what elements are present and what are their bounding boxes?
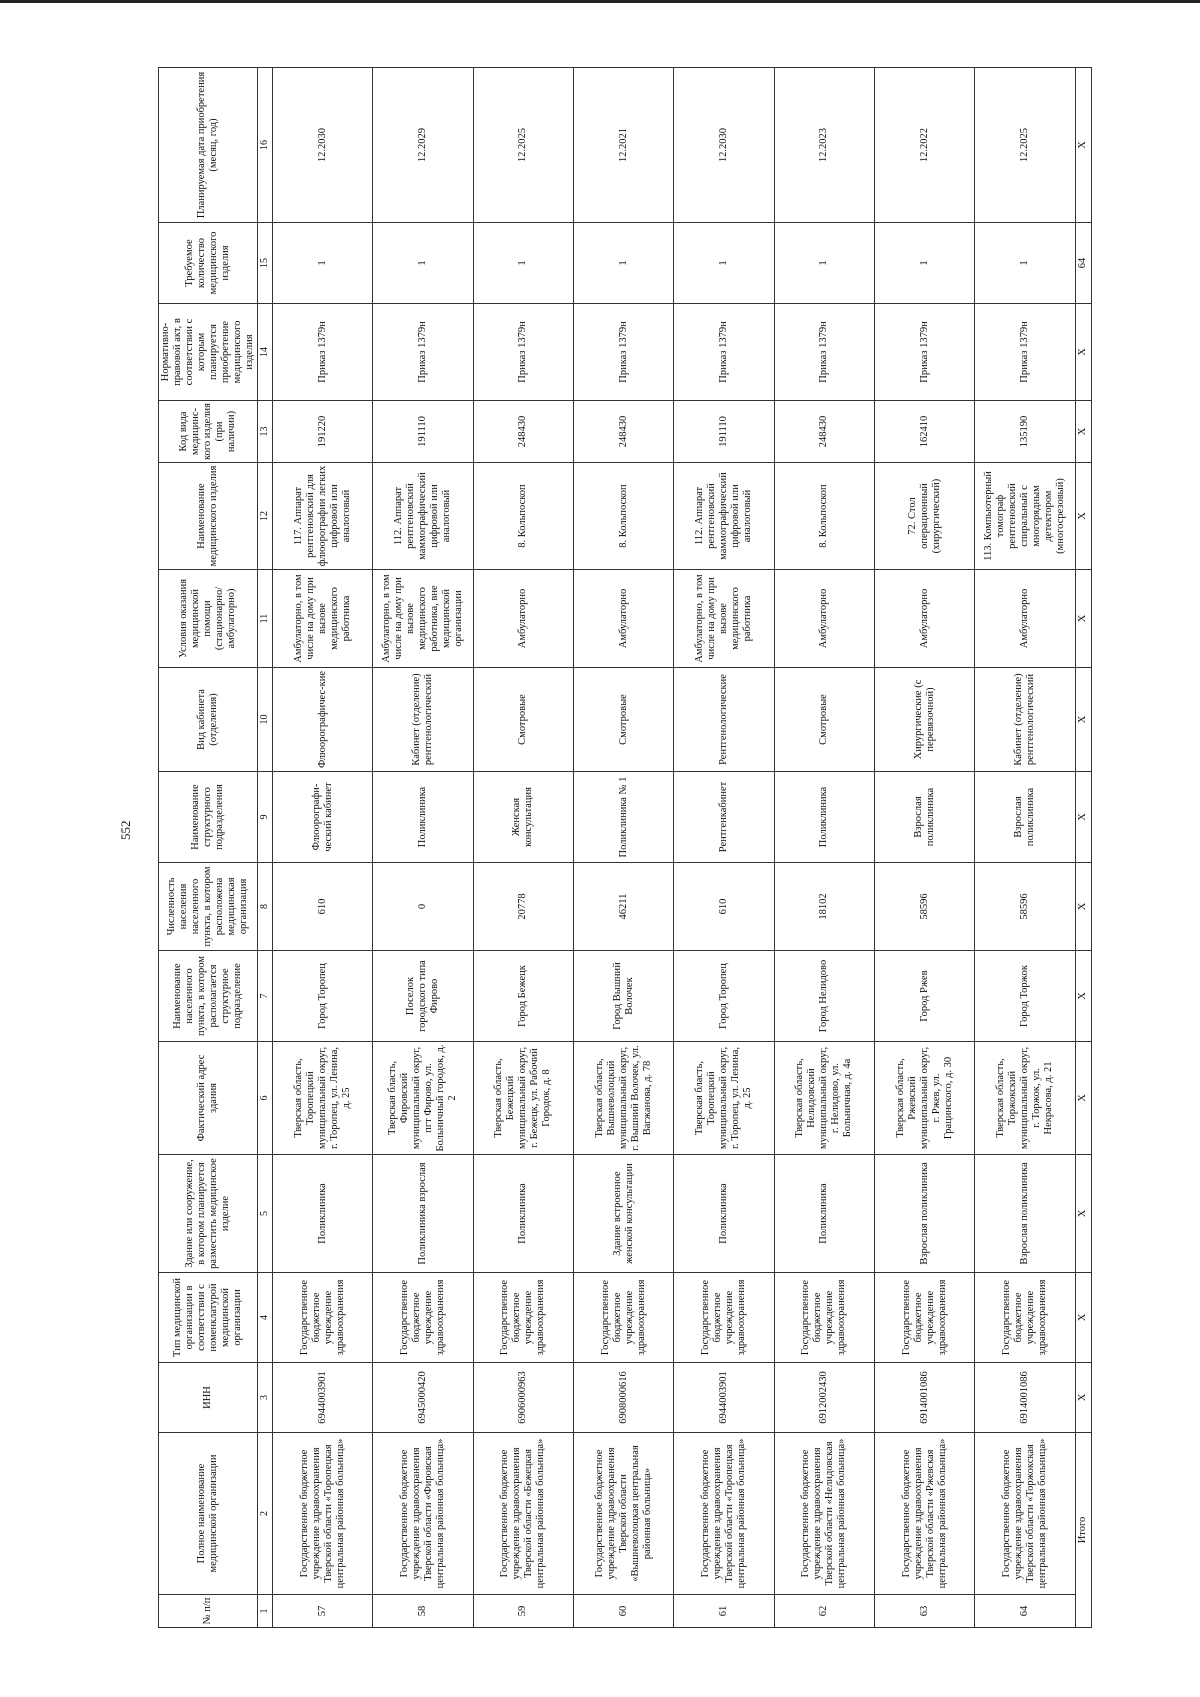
- organization-name: Государственное бюджетное учреждение здравоохранения Тверской области «Торопецкая центральная районная больница»: [273, 1433, 373, 1595]
- inn-cell: 6908000616: [573, 1363, 673, 1433]
- subdivision-cell: Взрослая поликлиника: [874, 772, 974, 863]
- care-conditions-cell: Амбулаторно, в том числе на дому при вызове медицинского работника, вне медицинской организации: [373, 570, 473, 668]
- care-conditions-cell: Амбулаторно, в том числе на дому при вызове медицинского работника: [674, 570, 774, 668]
- column-header: Условия оказания медицинской помощи (стационарно/ амбулаторно): [159, 570, 258, 668]
- top-border: [0, 0, 1200, 3]
- device-code-cell: 248430: [774, 401, 874, 463]
- legal-act-cell: Приказ 1379н: [774, 304, 874, 401]
- organization-name: Государственное бюджетное учреждение здравоохранения Тверской области «Бежецкая центральная районная больница»: [473, 1433, 573, 1595]
- column-header: № п/п: [159, 1595, 258, 1628]
- column-number: 4: [258, 1273, 273, 1363]
- medical-equipment-table: [158, 67, 1092, 1628]
- device-code-cell: 248430: [473, 401, 573, 463]
- legal-act-cell: Приказ 1379н: [674, 304, 774, 401]
- legal-act-cell: Приказ 1379н: [473, 304, 573, 401]
- device-name-cell: 112. Аппарат рентгеновский маммографический цифровой или аналоговый: [674, 463, 774, 570]
- column-number: 16: [258, 68, 273, 223]
- device-code-cell: 191220: [273, 401, 373, 463]
- purchase-date-cell: 12.2025: [473, 68, 573, 223]
- legal-act-cell: Приказ 1379н: [975, 304, 1075, 401]
- population-cell: 58596: [874, 863, 974, 951]
- total-cell: X: [1075, 863, 1092, 951]
- column-header: Нормативно-правовой акт, в соответствии с которым планируется приобретение медицинского изделия: [159, 304, 258, 401]
- column-number: 7: [258, 951, 273, 1042]
- legal-act-cell: Приказ 1379н: [874, 304, 974, 401]
- total-cell: X: [1075, 570, 1092, 668]
- address-cell: Тверская область, Нелидовский муниципальный округ, г. Нелидово, ул. Больничная, д. 4а: [774, 1042, 874, 1155]
- building-cell: Здание встроенное женской консультации: [573, 1155, 673, 1273]
- organization-type: Государственное бюджетное учреждение здравоохранения: [473, 1273, 573, 1363]
- header-row: [159, 68, 258, 1628]
- settlement-cell: Город Бежецк: [473, 951, 573, 1042]
- total-label: Итого: [1075, 1433, 1092, 1628]
- column-number: 12: [258, 463, 273, 570]
- column-number: 11: [258, 570, 273, 668]
- row-number: 58: [373, 1595, 473, 1628]
- total-cell: X: [1075, 68, 1092, 223]
- column-number: 9: [258, 772, 273, 863]
- population-cell: 610: [273, 863, 373, 951]
- subdivision-cell: Поликлиника № 1: [573, 772, 673, 863]
- total-cell: X: [1075, 1273, 1092, 1363]
- organization-name: Государственное бюджетное учреждение здравоохранения Тверской области «Торжокская центральная районная больница»: [975, 1433, 1075, 1595]
- table-row: [975, 68, 1075, 1628]
- purchase-date-cell: 12.2029: [373, 68, 473, 223]
- legal-act-cell: Приказ 1379н: [273, 304, 373, 401]
- care-conditions-cell: Амбулаторно: [473, 570, 573, 668]
- column-number: 14: [258, 304, 273, 401]
- legal-act-cell: Приказ 1379н: [573, 304, 673, 401]
- population-cell: 20778: [473, 863, 573, 951]
- settlement-cell: Поселок городского типа Фирово: [373, 951, 473, 1042]
- total-cell: X: [1075, 668, 1092, 772]
- column-number-row: [258, 68, 273, 1628]
- purchase-date-cell: 12.2023: [774, 68, 874, 223]
- organization-name: Государственное бюджетное учреждение здравоохранения Тверской области «Фировская центральная районная больница»: [373, 1433, 473, 1595]
- column-number: 6: [258, 1042, 273, 1155]
- row-number: 61: [674, 1595, 774, 1628]
- building-cell: Поликлиника взрослая: [373, 1155, 473, 1273]
- column-header: Требуемое количество медицинского изделия: [159, 223, 258, 304]
- total-cell: X: [1075, 304, 1092, 401]
- purchase-date-cell: 12.2030: [273, 68, 373, 223]
- purchase-date-cell: 12.2021: [573, 68, 673, 223]
- settlement-cell: Город Торжок: [975, 951, 1075, 1042]
- total-cell: X: [1075, 1155, 1092, 1273]
- organization-type: Государственное бюджетное учреждение здравоохранения: [373, 1273, 473, 1363]
- table-row: [373, 68, 473, 1628]
- address-cell: Тверская бласть, Фировский муниципальный округ, пгт Фирово, ул. Больничный городок, д. 2: [373, 1042, 473, 1155]
- column-number: 2: [258, 1433, 273, 1595]
- total-quantity: 64: [1075, 223, 1092, 304]
- cabinet-type-cell: Хирургические (с перевязочной): [874, 668, 974, 772]
- population-cell: 610: [674, 863, 774, 951]
- settlement-cell: Город Вышний Волочек: [573, 951, 673, 1042]
- organization-type: Государственное бюджетное учреждение здравоохранения: [273, 1273, 373, 1363]
- device-code-cell: 135190: [975, 401, 1075, 463]
- subdivision-cell: Поликлиника: [373, 772, 473, 863]
- inn-cell: 6914001086: [975, 1363, 1075, 1433]
- care-conditions-cell: Амбулаторно: [573, 570, 673, 668]
- rotated-table-container: [158, 68, 1092, 1628]
- cabinet-type-cell: Рентгенологические: [674, 668, 774, 772]
- quantity-cell: 1: [975, 223, 1075, 304]
- row-number: 62: [774, 1595, 874, 1628]
- quantity-cell: 1: [874, 223, 974, 304]
- table-row: [674, 68, 774, 1628]
- settlement-cell: Город Нелидово: [774, 951, 874, 1042]
- cabinet-type-cell: Смотровые: [473, 668, 573, 772]
- subdivision-cell: Флюорографи-ческий кабинет: [273, 772, 373, 863]
- inn-cell: 6944003901: [674, 1363, 774, 1433]
- column-header: Численность населения населенного пункта, в котором расположена медицинская организация: [159, 863, 258, 951]
- organization-type: Государственное бюджетное учреждение здравоохранения: [774, 1273, 874, 1363]
- address-cell: Тверская область, Вышневолоцкий муниципальный округ, г. Вышний Волочек, ул. Вагжанова, д. 78: [573, 1042, 673, 1155]
- building-cell: Поликлиника: [273, 1155, 373, 1273]
- row-number: 59: [473, 1595, 573, 1628]
- address-cell: Тверская область, Торопецкий муниципальный округ, г. Торопец, ул. Ленина, д. 25: [273, 1042, 373, 1155]
- quantity-cell: 1: [473, 223, 573, 304]
- device-code-cell: 191110: [373, 401, 473, 463]
- column-number: 15: [258, 223, 273, 304]
- column-number: 10: [258, 668, 273, 772]
- population-cell: 46211: [573, 863, 673, 951]
- organization-name: Государственное бюджетное учреждение здравоохранения Тверской области «Торопецкая центральная районная больница»: [674, 1433, 774, 1595]
- cabinet-type-cell: Смотровые: [774, 668, 874, 772]
- quantity-cell: 1: [273, 223, 373, 304]
- table-row: [774, 68, 874, 1628]
- organization-name: Государственное бюджетное учреждение здравоохранения Тверской области «Нелидовская центральная районная больница»: [774, 1433, 874, 1595]
- population-cell: 0: [373, 863, 473, 951]
- total-row: [1075, 68, 1092, 1628]
- device-code-cell: 248430: [573, 401, 673, 463]
- table-row: [874, 68, 974, 1628]
- address-cell: Тверская область, Ржевский муниципальный округ, г. Ржев, ул. Грацинского, д. 30: [874, 1042, 974, 1155]
- row-number: 64: [975, 1595, 1075, 1628]
- subdivision-cell: Взрослая поликлиника: [975, 772, 1075, 863]
- subdivision-cell: Рентгенкабинет: [674, 772, 774, 863]
- care-conditions-cell: Амбулаторно, в том числе на дому при вызове медицинского работника: [273, 570, 373, 668]
- device-code-cell: 191110: [674, 401, 774, 463]
- care-conditions-cell: Амбулаторно: [774, 570, 874, 668]
- column-header: Вид кабинета (отделения): [159, 668, 258, 772]
- column-number: 8: [258, 863, 273, 951]
- cabinet-type-cell: Флюорографичес-кие: [273, 668, 373, 772]
- column-header: Тип медицинской организации в соответствии с номенклатурой медицинской организации: [159, 1273, 258, 1363]
- organization-name: Государственное бюджетное учреждение здравоохранения Тверской области «Вышневолоцкая центральная районная больница»: [573, 1433, 673, 1595]
- address-cell: Тверская область, Торжокский муниципальный округ, г. Торжок, ул. Некрасова, д. 21: [975, 1042, 1075, 1155]
- organization-type: Государственное бюджетное учреждение здравоохранения: [674, 1273, 774, 1363]
- organization-type: Государственное бюджетное учреждение здравоохранения: [874, 1273, 974, 1363]
- quantity-cell: 1: [774, 223, 874, 304]
- row-number: 63: [874, 1595, 974, 1628]
- settlement-cell: Город Торопец: [674, 951, 774, 1042]
- inn-cell: 6944003901: [273, 1363, 373, 1433]
- cabinet-type-cell: Кабинет (отделение) рентгенологический: [975, 668, 1075, 772]
- building-cell: Взрослая поликлиника: [975, 1155, 1075, 1273]
- device-name-cell: 72. Стол операционный (хирургический): [874, 463, 974, 570]
- purchase-date-cell: 12.2030: [674, 68, 774, 223]
- purchase-date-cell: 12.2025: [975, 68, 1075, 223]
- subdivision-cell: Женская консультация: [473, 772, 573, 863]
- table-row: [273, 68, 373, 1628]
- organization-name: Государственное бюджетное учреждение здравоохранения Тверской области «Ржевская центральная районная больница»: [874, 1433, 974, 1595]
- column-header: Код вида медицинс-кого изделия (при наличии): [159, 401, 258, 463]
- table-row: [573, 68, 673, 1628]
- settlement-cell: Город Ржев: [874, 951, 974, 1042]
- cabinet-type-cell: Кабинет (отделение) рентгенологический: [373, 668, 473, 772]
- column-header: Наименование медицинского изделия: [159, 463, 258, 570]
- column-header: ИНН: [159, 1363, 258, 1433]
- care-conditions-cell: Амбулаторно: [874, 570, 974, 668]
- total-cell: X: [1075, 951, 1092, 1042]
- device-name-cell: 117. Аппарат рентгеновский для флюорографии легких цифровой или аналоговый: [273, 463, 373, 570]
- column-number: 3: [258, 1363, 273, 1433]
- total-cell: X: [1075, 401, 1092, 463]
- device-name-cell: 8. Кольпоскоп: [573, 463, 673, 570]
- column-number: 1: [258, 1595, 273, 1628]
- total-cell: X: [1075, 1042, 1092, 1155]
- column-header: Наименование населенного пункта, в котором располагается структурное подразделение: [159, 951, 258, 1042]
- building-cell: Поликлиника: [473, 1155, 573, 1273]
- total-cell: X: [1075, 1363, 1092, 1433]
- building-cell: Поликлиника: [774, 1155, 874, 1273]
- column-header: Здание или сооружение, в котором планируется разместить медицинское изделие: [159, 1155, 258, 1273]
- subdivision-cell: Поликлиника: [774, 772, 874, 863]
- purchase-date-cell: 12.2022: [874, 68, 974, 223]
- quantity-cell: 1: [373, 223, 473, 304]
- device-name-cell: 8. Кольпоскоп: [473, 463, 573, 570]
- total-cell: X: [1075, 772, 1092, 863]
- inn-cell: 6906000963: [473, 1363, 573, 1433]
- page-number: 552: [118, 820, 133, 840]
- quantity-cell: 1: [573, 223, 673, 304]
- population-cell: 18102: [774, 863, 874, 951]
- total-cell: X: [1075, 463, 1092, 570]
- row-number: 57: [273, 1595, 373, 1628]
- organization-type: Государственное бюджетное учреждение здравоохранения: [573, 1273, 673, 1363]
- organization-type: Государственное бюджетное учреждение здравоохранения: [975, 1273, 1075, 1363]
- address-cell: Тверская бласть, Торопецкий муниципальный округ, г. Торопец, ул. Ленина, д. 25: [674, 1042, 774, 1155]
- settlement-cell: Город Торопец: [273, 951, 373, 1042]
- cabinet-type-cell: Смотровые: [573, 668, 673, 772]
- building-cell: Поликлиника: [674, 1155, 774, 1273]
- column-header: Полное наименование медицинской организации: [159, 1433, 258, 1595]
- table-row: [473, 68, 573, 1628]
- population-cell: 58596: [975, 863, 1075, 951]
- legal-act-cell: Приказ 1379н: [373, 304, 473, 401]
- column-header: Фактический адрес здания: [159, 1042, 258, 1155]
- column-number: 13: [258, 401, 273, 463]
- inn-cell: 6945000420: [373, 1363, 473, 1433]
- quantity-cell: 1: [674, 223, 774, 304]
- address-cell: Тверская область, Бежецкий муниципальный округ, г. Бежецк, ул. Рабочий Городок, д. 8: [473, 1042, 573, 1155]
- column-header: Наименование структурного подразделения: [159, 772, 258, 863]
- inn-cell: 6914001086: [874, 1363, 974, 1433]
- device-name-cell: 113. Компьютерный томограф рентгеновский спиральный с многорядным детектором (многосрезовый): [975, 463, 1075, 570]
- column-header: Планируемая дата приобретения (месяц, год): [159, 68, 258, 223]
- building-cell: Взрослая поликлиника: [874, 1155, 974, 1273]
- device-name-cell: 8. Кольпоскоп: [774, 463, 874, 570]
- care-conditions-cell: Амбулаторно: [975, 570, 1075, 668]
- device-code-cell: 162410: [874, 401, 974, 463]
- row-number: 60: [573, 1595, 673, 1628]
- column-number: 5: [258, 1155, 273, 1273]
- device-name-cell: 112. Аппарат рентгеновский маммографический цифровой или аналоговый: [373, 463, 473, 570]
- inn-cell: 6912002430: [774, 1363, 874, 1433]
